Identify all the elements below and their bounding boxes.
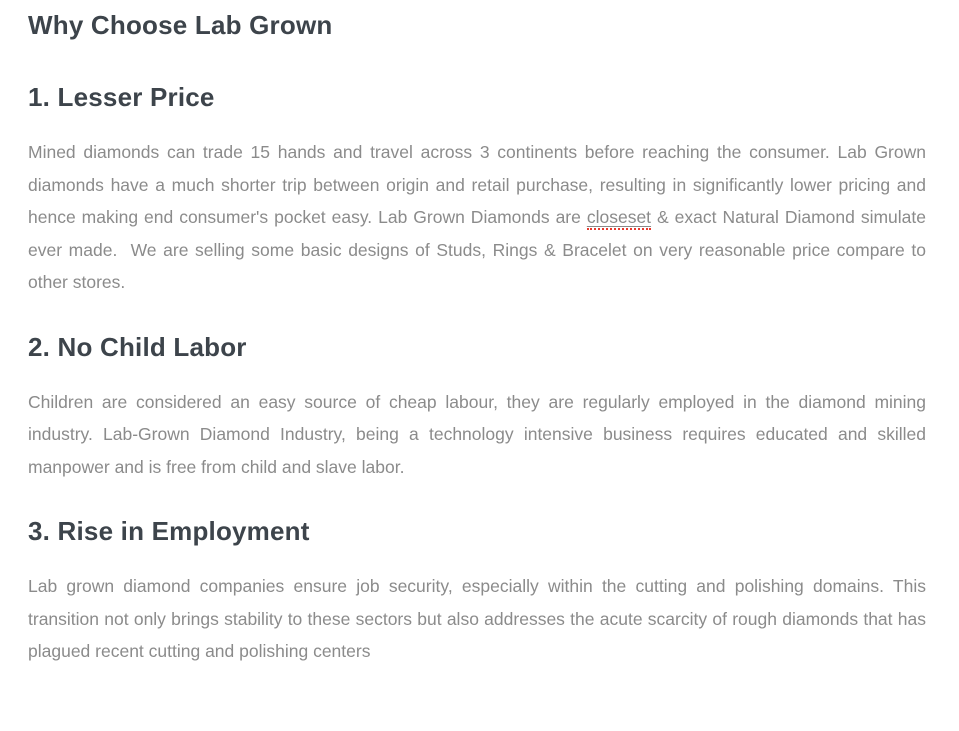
page-title: Why Choose Lab Grown <box>28 10 333 40</box>
section-3-heading: 3. Rise in Employment <box>28 516 310 546</box>
misspelled-word: closeset <box>587 207 651 230</box>
section-2-paragraph: Children are considered an easy source of cheap labour, they are regularly employed in the diamond mining industry. Lab-Grown Diamond Industry, being a technology intensive business requires educated and skilled manpower and is free from child and slave labor. <box>28 391 926 477</box>
section-3-paragraph: Lab grown diamond companies ensure job security, especially within the cutting and polishing domains. This transition not only brings stability to these sectors but also addresses the acute scarcity of rough diamonds that has plagued recent cutting and polishing centers <box>28 576 926 661</box>
section-2-heading: 2. No Child Labor <box>28 331 247 362</box>
paragraph-text-after: & exact Natural Diamond simulate ever made. We are selling some basic designs of Studs, Rings & Bracelet on very reasonable price compare to other stores. <box>28 207 927 292</box>
section-1-paragraph <box>28 136 926 299</box>
paragraph-text-before: Mined diamonds can trade 15 hands and travel across 3 continents before reaching the consumer. Lab Grown diamonds have a much shorter trip between origin and retail purchase, resulting in significantly lower pricing and hence making end consumer's pocket easy. Lab Grown Diamonds are <box>28 142 926 227</box>
section-1-heading: 1. Lesser Price <box>28 82 215 112</box>
